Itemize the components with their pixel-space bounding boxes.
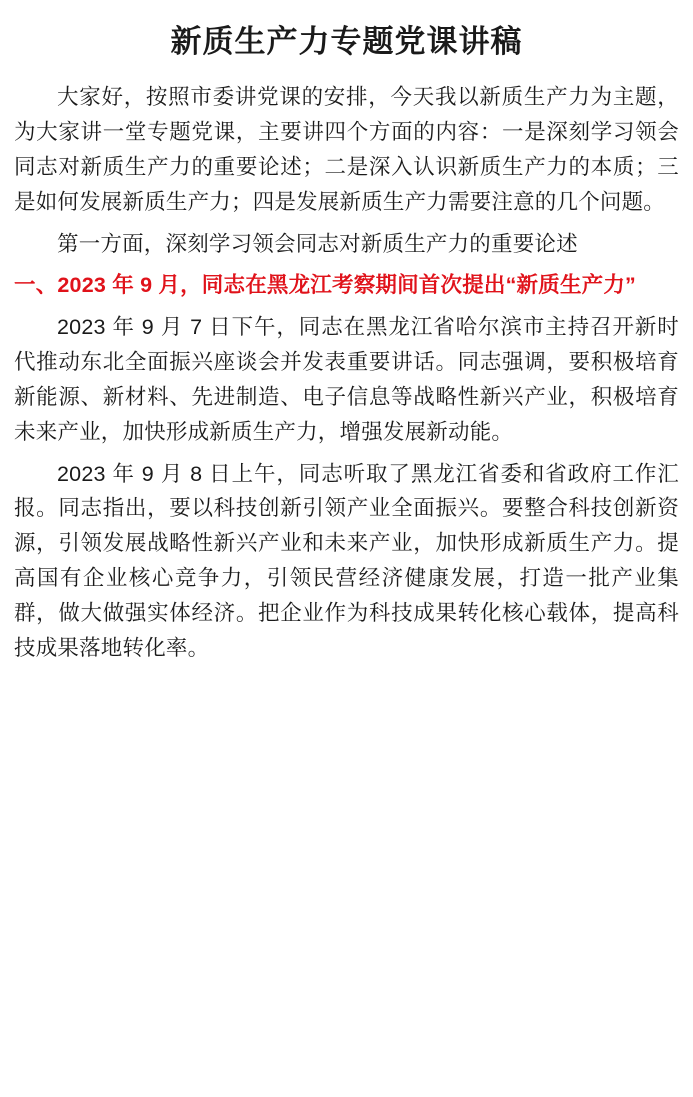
section-heading-one: 一、2023 年 9 月，同志在黑龙江考察期间首次提出“新质生产力” [14, 273, 637, 298]
page-title: 新质生产力专题党课讲稿 [170, 24, 523, 59]
paragraph-sept-seven: 2023 年 9 月 7 日下午，同志在黑龙江省哈尔滨市主持召开新时代推动东北全面振兴座谈会并发表重要讲话。同志强调，要积极培育新能源、新材料、先进制造、电子信息等战略性新兴产业，积极培育未来产业，加快形成新质生产力，增强发展新动能。 [14, 315, 679, 444]
paragraph-section-one-lead: 第一方面，深刻学习领会同志对新质生产力的重要论述 [57, 231, 578, 256]
paragraph-sept-eight: 2023 年 9 月 8 日上午，同志听取了黑龙江省委和省政府工作汇报。同志指出，要以科技创新引领产业全面振兴。要整合科技创新资源，引领发展战略性新兴产业和未来产业，加快形成新质生产力。提高国有企业核心竞争力，引领民营经济健康发展，打造一批产业集群，做大做强实体经济。把企业作为科技成果转化核心载体，提高科技成果落地转化率。 [14, 461, 679, 660]
paragraph-intro: 大家好，按照市委讲党课的安排，今天我以新质生产力为主题，为大家讲一堂专题党课，主要讲四个方面的内容：一是深刻学习领会同志对新质生产力的重要论述；二是深入认识新质生产力的本质；三是如何发展新质生产力；四是发展新质生产力需要注意的几个问题。 [14, 85, 679, 214]
